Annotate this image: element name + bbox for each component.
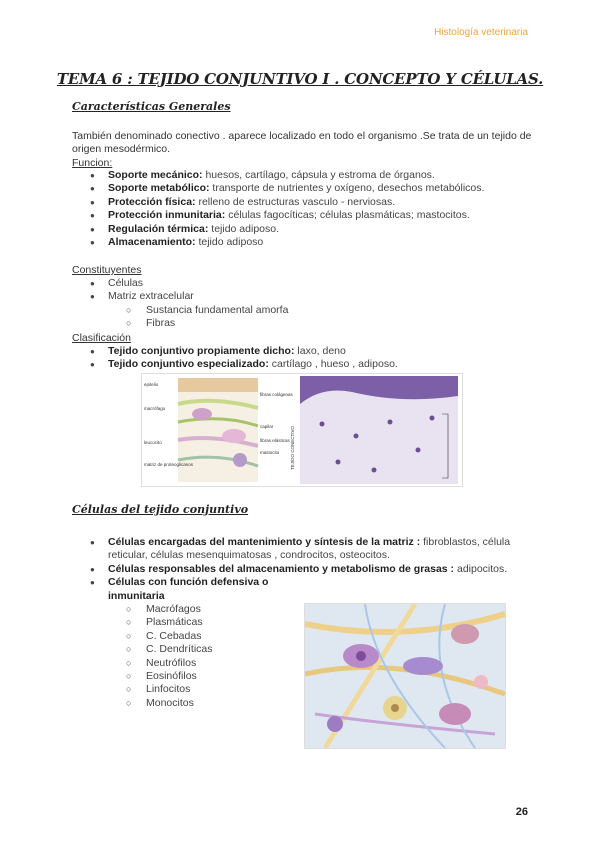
list-item: ● Tejido conjuntivo propiamente dicho: laxo, deno xyxy=(90,345,540,358)
list-item: ● Células responsables del almacenamiento y metabolismo de grasas : adipocitos. xyxy=(90,563,530,576)
list-item: ● Células con función defensiva o inmunitaria ○ Macrófagos ○ Plasmáticas ○ C. Cebadas ○ C. Dendríticas ○ Neutrófilos ○ Eosinófilos ○ Linfocitos ○ Monocitos xyxy=(90,576,276,710)
defensive-cells-sublist xyxy=(108,603,276,710)
constituyentes-list xyxy=(90,277,540,331)
figure-label: fibras colágenas xyxy=(260,392,293,397)
course-header: Histología veterinaria xyxy=(434,27,528,38)
clasificacion-list xyxy=(90,345,540,372)
figure-label: macrófago xyxy=(144,406,166,411)
section-heading-cells: Células del tejido conjuntivo xyxy=(72,503,249,516)
sub-list-item: ○ Plasmáticas xyxy=(108,616,276,629)
sub-list-item: ○ Monocitos xyxy=(108,697,276,710)
list-item: ● Regulación térmica: tejido adiposo. xyxy=(90,223,540,236)
page-number: 26 xyxy=(515,806,528,818)
figure-label: matriz de proteoglicanos xyxy=(144,462,194,467)
clasificacion-label: Clasificación xyxy=(72,332,131,344)
figure-label: epitelio xyxy=(144,382,159,387)
sub-list-item: ○ C. Cebadas xyxy=(108,630,276,643)
sub-list-item: ○ C. Dendríticas xyxy=(108,643,276,656)
intro-paragraph: También denominado conectivo . aparece localizado en todo el organismo .Se trata de un tejido de origen mesodérmico. xyxy=(72,130,532,155)
figure-label: mastocito xyxy=(260,450,280,455)
matrix-sublist xyxy=(108,304,540,331)
sub-list-item: ○ Linfocitos xyxy=(108,683,276,696)
list-item: ● Soporte metabólico: transporte de nutrientes y oxígeno, desechos metabólicos. xyxy=(90,182,540,195)
cells-drawing xyxy=(305,604,505,748)
list-item: ● Células xyxy=(90,277,540,290)
funcion-label: Funcion: xyxy=(72,157,113,169)
figure-label: fibras elásticas xyxy=(260,438,290,443)
sub-list-item: ○ Sustancia fundamental amorfa xyxy=(108,304,540,317)
list-item: ● Tejido conjuntivo especializado: cartílago , hueso , adiposo. xyxy=(90,358,540,371)
list-item: ● Protección inmunitaria: células fagocíticas; células plasmáticas; mastocitos. xyxy=(90,209,540,222)
list-item: ● Protección física: relleno de estructuras vasculo - nerviosas. xyxy=(90,196,540,209)
figure-label: capilar xyxy=(260,424,274,429)
sub-list-item: ○ Eosinófilos xyxy=(108,670,276,683)
sub-list-item: ○ Fibras xyxy=(108,317,540,330)
page-title: TEMA 6 : TEJIDO CONJUNTIVO I . CONCEPTO Y CÉLULAS. xyxy=(56,70,544,88)
sub-list-item: ○ Neutrófilos xyxy=(108,657,276,670)
section-heading-general: Características Generales xyxy=(72,100,231,113)
connective-cells-illustration xyxy=(304,603,506,749)
figure-label: leucocito xyxy=(144,440,162,445)
figure-vertical-label: TEJIDO CONECTIVO xyxy=(290,425,295,470)
list-item: ● Soporte mecánico: huesos, cartílago, cápsula y estroma de órganos. xyxy=(90,169,540,182)
list-item: ● Matriz extracelular ○ Sustancia fundamental amorfa ○ Fibras xyxy=(90,290,540,330)
connective-tissue-figure xyxy=(141,373,463,487)
function-list xyxy=(90,169,540,249)
constituyentes-label: Constituyentes xyxy=(72,264,142,276)
list-item: ● Células encargadas del mantenimiento y síntesis de la matriz : fibroblastos, célula reticular, células mesenquimatosas , condrocitos, osteocitos. xyxy=(90,536,530,563)
list-item: ● Almacenamiento: tejido adiposo xyxy=(90,236,540,249)
sub-list-item: ○ Macrófagos xyxy=(108,603,276,616)
connective-tissue-illustration xyxy=(142,374,462,486)
